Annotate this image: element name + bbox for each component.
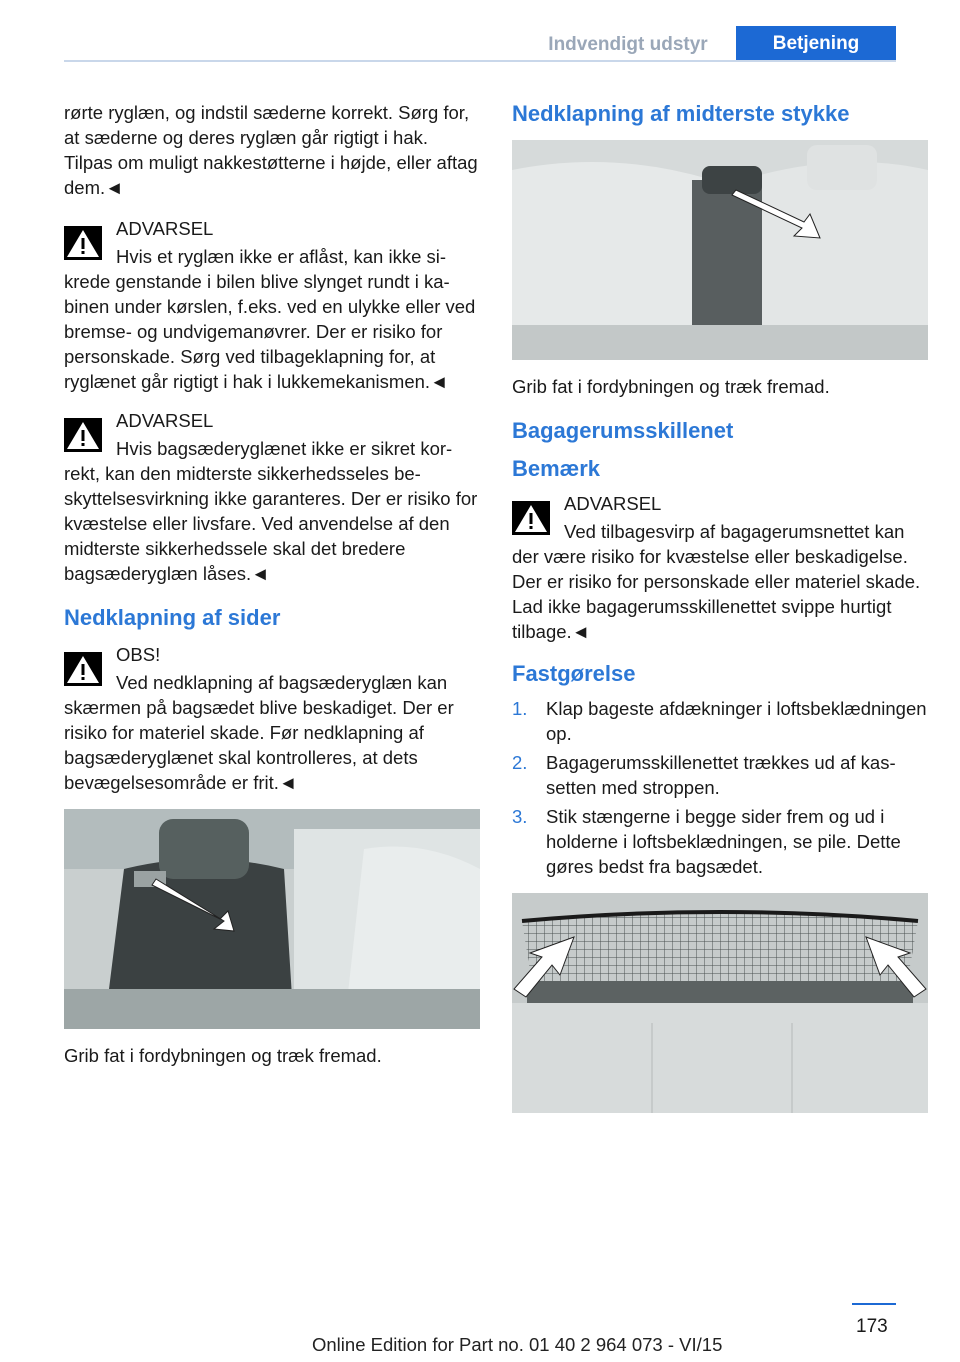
figure-cargo-net	[512, 893, 928, 1113]
section-tab[interactable]: Indvendigt udstyr	[520, 30, 736, 60]
warning-text: Ved tilbagesvirp af bagagerumsnettet kan der være risiko for kvæstelse eller beskadigelse. Der er risiko for personskade eller materiel skade. Lad ikke bagagerumsskillenettet svippe hurtigt tilbage.◄	[512, 521, 921, 642]
header-rule	[64, 60, 896, 62]
right-column	[512, 100, 928, 1127]
list-item	[512, 804, 928, 879]
page-header	[0, 0, 960, 62]
figure-side-seat	[64, 809, 480, 1029]
figure-caption: Grib fat i fordybningen og træk fremad.	[64, 1045, 382, 1066]
warning-text: Hvis bagsæderyglænet ikke er sikret korrekt, kan den midterste sikkerhedsseles beskyttelsesvirkning ikke garanteres. Der er risiko for kvæstelse eller livsfare. Ved anvendelse af den midterste sikkerhedssele skal det bredere bagsæderyglæn låses.◄	[64, 438, 478, 584]
notice-block	[64, 642, 480, 795]
page-number: 173	[856, 1316, 888, 1337]
warning-triangle-icon	[512, 501, 550, 535]
step-text: Klap bageste afdækninger i loftsbeklædningen op.	[546, 698, 927, 744]
notice-text: Ved nedklapning af bagsæderyglæn kan skærmen på bagsædet blive beskadiget. Der er risiko for materiel skade. Før nedklapning af bagsæderyglænet skal kontrolleres, at dets bevægelsesområde er frit.◄	[64, 672, 454, 793]
figure-caption: Grib fat i fordybningen og træk fremad.	[512, 376, 830, 397]
warning-triangle-icon	[64, 652, 102, 686]
warning-triangle-icon	[64, 226, 102, 260]
left-column	[64, 100, 480, 1086]
subheading-fastening: Fastgørelse	[512, 661, 636, 686]
footer-rule	[852, 1303, 896, 1305]
warning-label: ADVARSEL	[116, 218, 214, 239]
warning-triangle-icon	[64, 418, 102, 452]
list-item	[512, 750, 928, 800]
warning-text: Hvis et ryglæn ikke er aflåst, kan ikke sikrede genstande i bilen blive slynget rundt i kabinen under kørslen, f.eks. ved en ulykke eller ved bremse- og undvigemanøvrer. Der er risiko for personskade. Sørg ved tilbageklapning for, at ryglænet går rigtigt i hak i lukkemekanismen.◄	[64, 246, 476, 392]
warning-block-1	[64, 216, 480, 394]
step-number: 2.	[512, 752, 528, 773]
intro-paragraph: rørte ryglæn, og indstil sæderne korrekt. Sørg for, at sæderne og deres ryglæn går rigtigt i hak. Tilpas om muligt nakkestøtterne i højde, eller aftag dem.◄	[64, 102, 478, 198]
subheading-note: Bemærk	[512, 456, 601, 481]
step-text: Stik stængerne i begge sider frem og ud i holderne i loftsbeklædningen, se pile. Dette gøres bedst fra bagsædet.	[546, 806, 901, 877]
active-tab-betjening[interactable]: Betjening	[736, 26, 896, 62]
warning-label: ADVARSEL	[116, 410, 214, 431]
figure-middle-seat	[512, 140, 928, 360]
notice-label: OBS!	[116, 644, 161, 665]
list-item	[512, 696, 928, 746]
step-number: 3.	[512, 806, 528, 827]
section-heading-sides: Nedklapning af sider	[64, 605, 281, 630]
edition-footer: Online Edition for Part no. 01 40 2 964 073 - VI/15	[312, 1334, 723, 1355]
warning-block-net	[512, 491, 928, 644]
steps-list	[512, 696, 928, 879]
step-text: Bagagerumsskillenettet trækkes ud af kassetten med stroppen.	[546, 752, 896, 798]
warning-label: ADVARSEL	[564, 493, 662, 514]
seat-side-illustration	[64, 809, 480, 1029]
section-heading-middle: Nedklapning af midterste stykke	[512, 101, 850, 126]
step-number: 1.	[512, 698, 528, 719]
section-heading-net: Bagagerumsskillenet	[512, 418, 734, 443]
seat-middle-illustration	[512, 140, 928, 360]
warning-block-2	[64, 408, 480, 586]
cargo-net-illustration	[512, 893, 928, 1113]
